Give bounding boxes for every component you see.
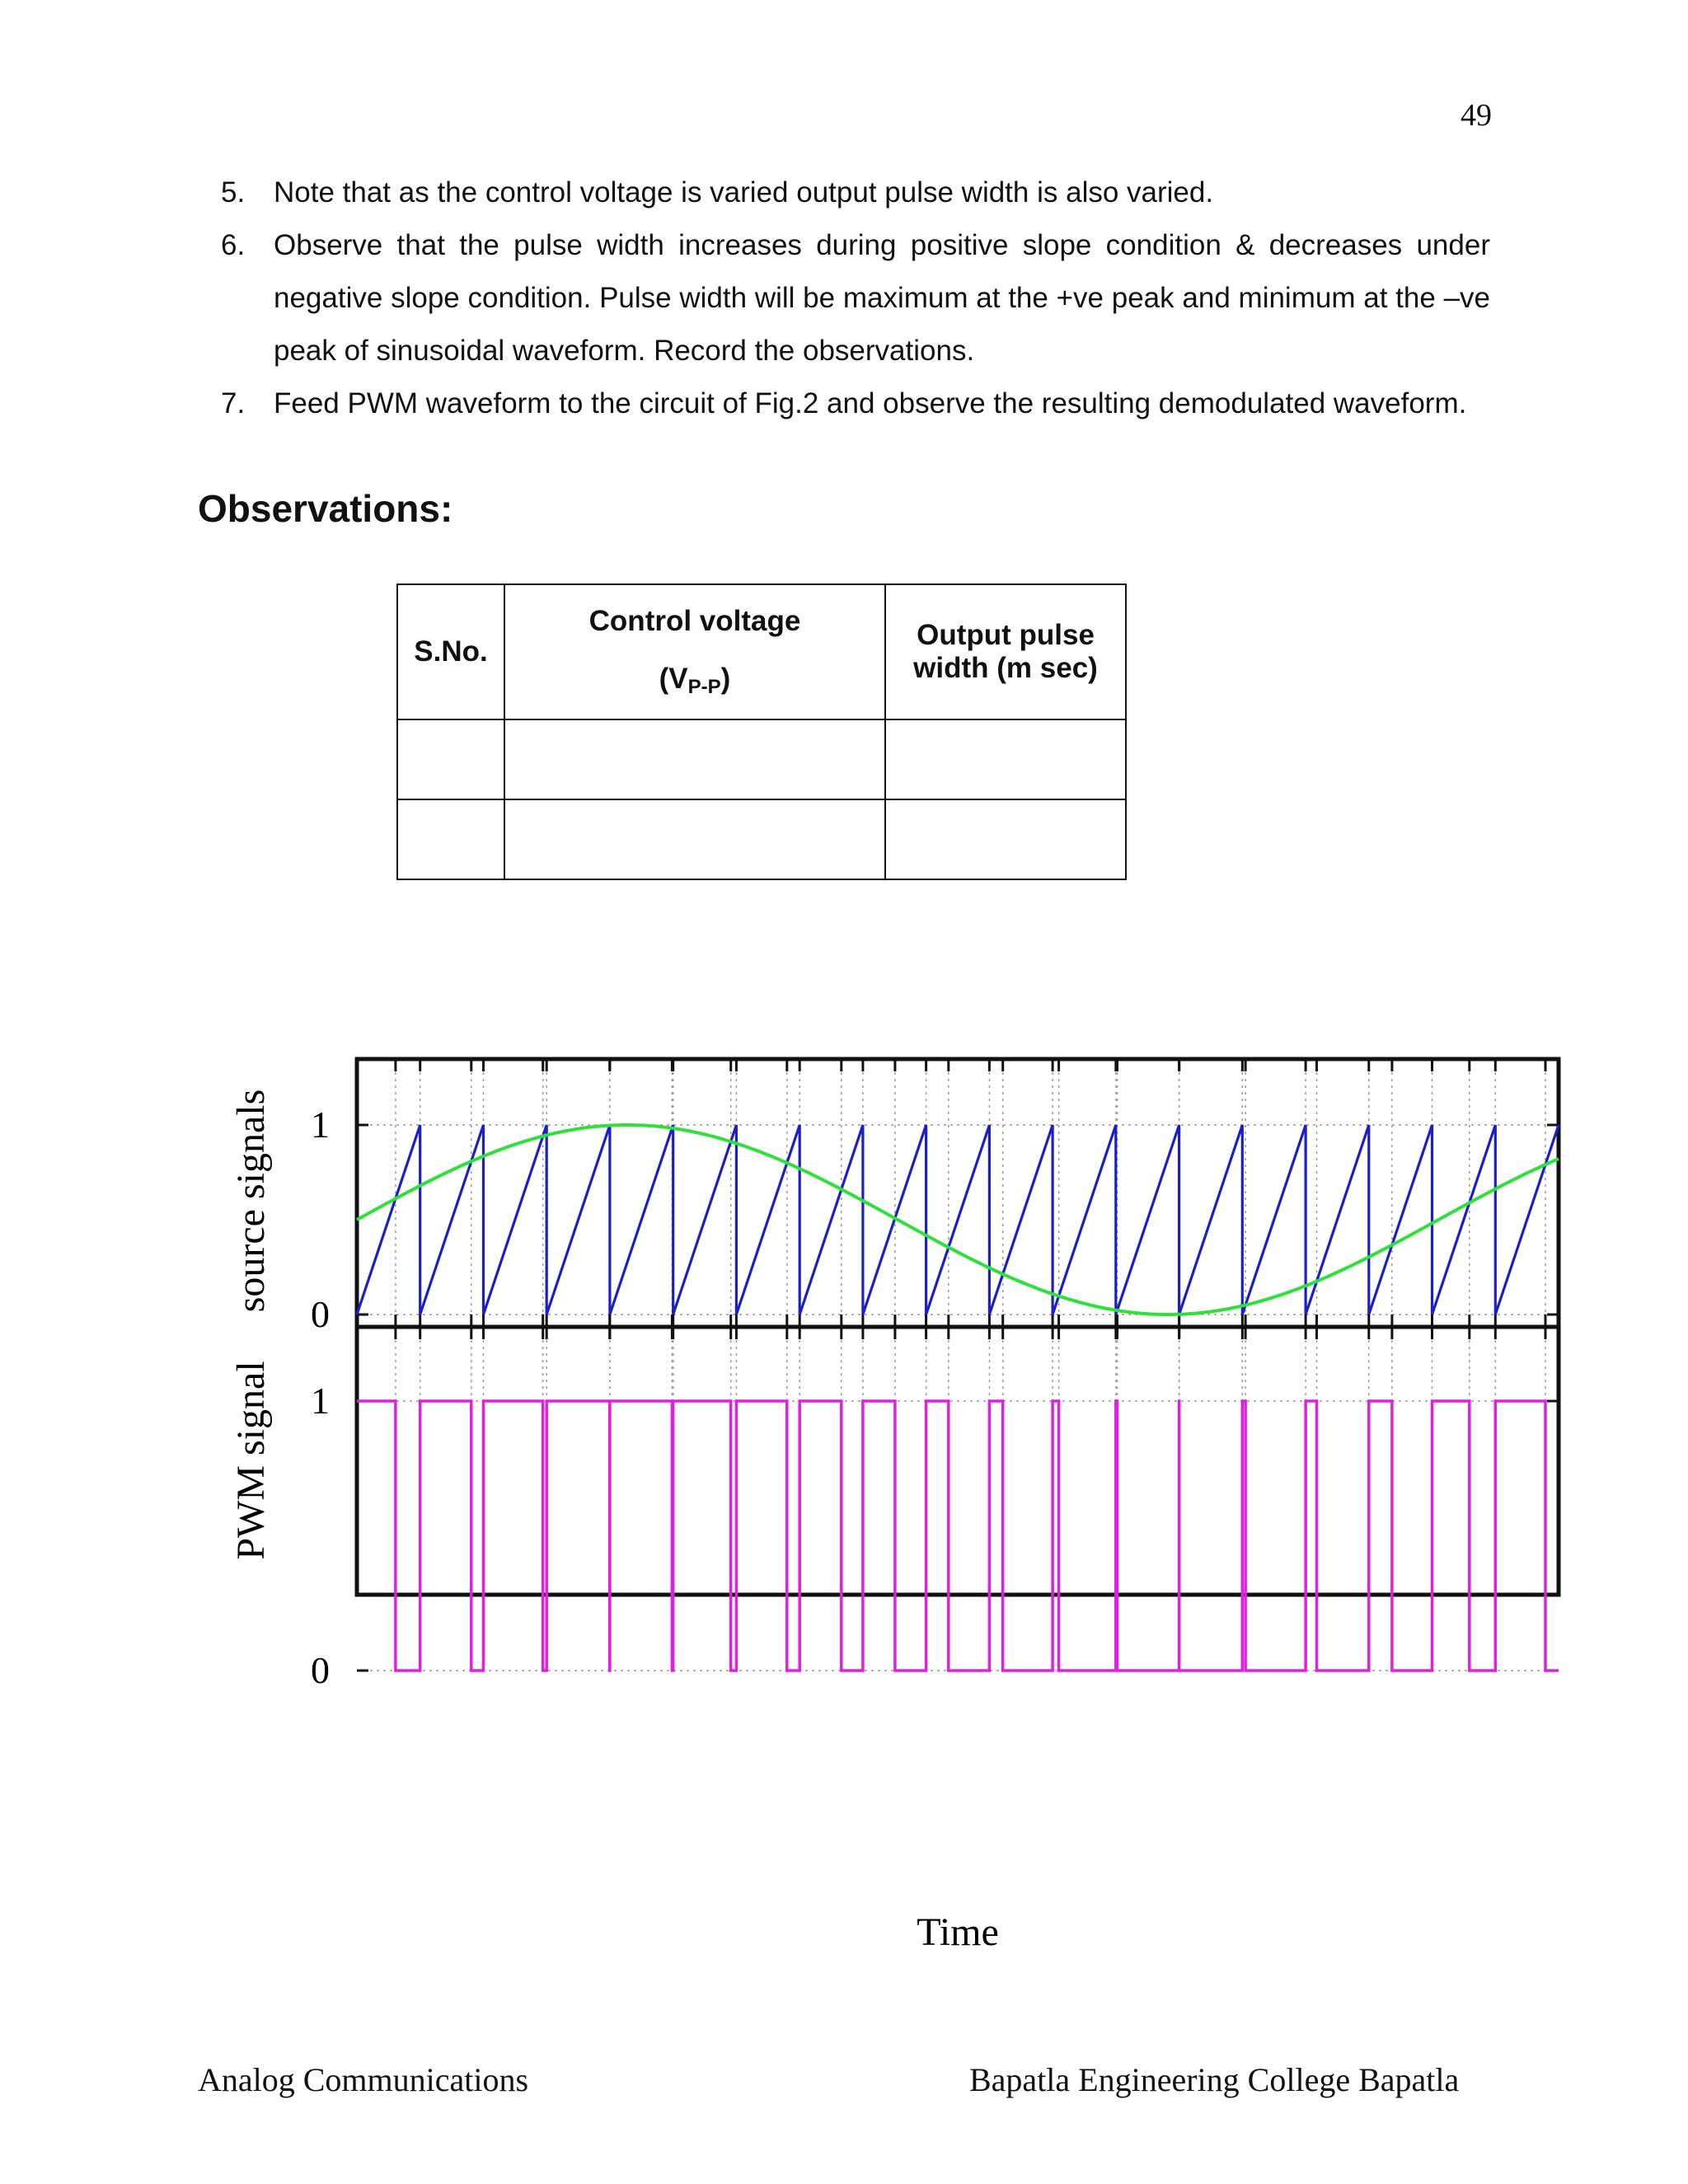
table-cell[interactable] xyxy=(504,719,885,799)
unit-close: ) xyxy=(720,663,731,695)
header-output-pulse-width: Output pulse width (m sec) xyxy=(885,584,1126,719)
footer-right: Bapatla Engineering College Bapatla xyxy=(969,2061,1460,2098)
top-ylabel: source signals xyxy=(229,1089,273,1313)
bottom-panel-ticks xyxy=(357,1327,1559,1595)
step-text: Feed PWM waveform to the circuit of Fig.2 and observe the resulting demodulated waveform. xyxy=(274,387,1467,419)
header-sno: S.No. xyxy=(397,584,504,719)
unit-subscript: P-P xyxy=(687,676,721,698)
step-text: Observe that the pulse width increases during positive slope condition & decreases under negative slope condition. Pulse width will be maximum at the +ve peak and minimum at the –ve peak of sinusoidal waveform. Record the observations. xyxy=(274,229,1490,367)
unit-base: (V xyxy=(659,663,688,695)
table-cell[interactable] xyxy=(397,719,504,799)
table-cell[interactable] xyxy=(397,799,504,879)
table-cell[interactable] xyxy=(504,799,885,879)
page-number: 49 xyxy=(1461,98,1492,133)
table-cell[interactable] xyxy=(885,799,1126,879)
x-axis-label: Time xyxy=(917,1910,999,1954)
table-row xyxy=(397,719,1126,799)
top-ytick-1: 1 xyxy=(311,1104,330,1146)
step-item xyxy=(221,377,1490,430)
table-cell[interactable] xyxy=(885,719,1126,799)
sawtooth-series-line xyxy=(357,1125,1559,1315)
table-row xyxy=(397,799,1126,879)
header-control-voltage-label: Control voltage xyxy=(588,605,801,637)
step-number: 5. xyxy=(221,176,246,209)
observations-table xyxy=(396,583,1127,880)
top-ytick-0: 0 xyxy=(311,1293,330,1335)
step-number: 7. xyxy=(221,387,246,419)
bottom-panel-frame xyxy=(357,1327,1559,1595)
header-control-voltage xyxy=(504,584,885,719)
header-control-voltage-unit xyxy=(505,663,884,699)
step-text: Note that as the control voltage is varied output pulse width is also varied. xyxy=(274,176,1214,209)
observations-heading: Observations: xyxy=(198,487,453,530)
pwm-series-line xyxy=(357,1401,1559,1671)
step-item xyxy=(221,219,1490,377)
bottom-ylabel: PWM signal xyxy=(229,1361,273,1560)
table-header-row xyxy=(397,584,1126,719)
bottom-panel-grid xyxy=(357,1327,1559,1671)
step-item xyxy=(221,166,1490,219)
footer-left: Analog Communications xyxy=(198,2061,529,2098)
procedure-steps xyxy=(221,166,1490,430)
bottom-ytick-0: 0 xyxy=(311,1649,330,1691)
step-number: 6. xyxy=(221,229,246,261)
bottom-ytick-1: 1 xyxy=(311,1380,330,1422)
pwm-figure xyxy=(214,1047,1566,1970)
